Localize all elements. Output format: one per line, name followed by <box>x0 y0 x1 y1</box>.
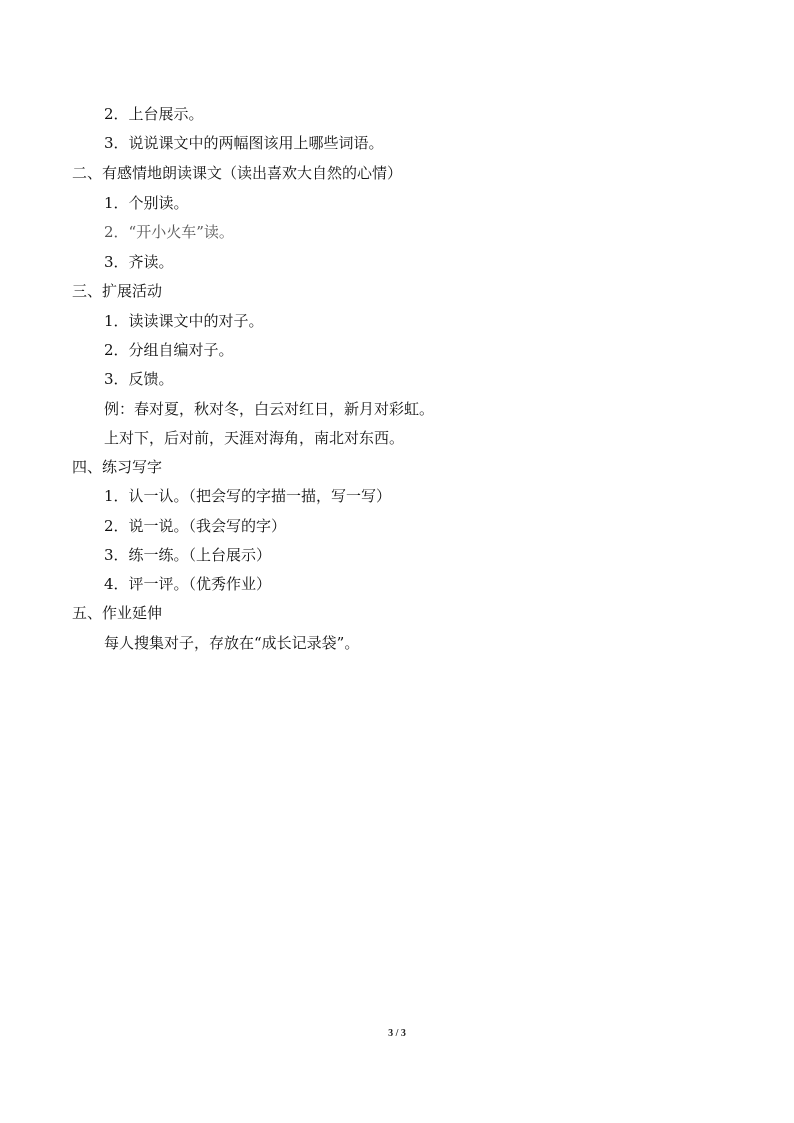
read-step-3: 3．齐读。 <box>104 253 174 271</box>
activity-step-1: 1．读读课文中的对子。 <box>104 312 264 330</box>
step-3-discuss-pictures: 3．说说课文中的两幅图该用上哪些词语。 <box>104 134 384 152</box>
activity-step-3: 3．反馈。 <box>104 370 174 388</box>
read-step-2: 2．“开小火车”读。 <box>104 223 234 241</box>
activity-step-2: 2．分组自编对子。 <box>104 341 234 359</box>
writing-step-4: 4．评一评。（优秀作业） <box>104 575 272 593</box>
writing-step-2: 2．说一说。（我会写的字） <box>104 517 287 535</box>
section-heading-4: 四、练习写字 <box>72 458 163 476</box>
page-number: 3 / 3 <box>388 1028 406 1039</box>
section-heading-3: 三、扩展活动 <box>72 282 163 300</box>
section-heading-5: 五、作业延伸 <box>72 604 163 622</box>
read-step-1: 1．个别读。 <box>104 194 189 212</box>
writing-step-1: 1．认一认。（把会写的字描一描，写一写） <box>104 487 392 505</box>
homework-text: 每人搜集对子，存放在“成长记录袋”。 <box>104 634 360 652</box>
example-couplet-2: 上对下，后对前，天涯对海角，南北对东西。 <box>104 429 405 447</box>
section-heading-2: 二、有感情地朗读课文（读出喜欢大自然的心情） <box>72 164 403 182</box>
step-2-present-on-stage: 2．上台展示。 <box>104 105 204 123</box>
writing-step-3: 3．练一练。（上台展示） <box>104 546 272 564</box>
example-couplet-1: 例：春对夏，秋对冬，白云对红日，新月对彩虹。 <box>104 400 435 418</box>
